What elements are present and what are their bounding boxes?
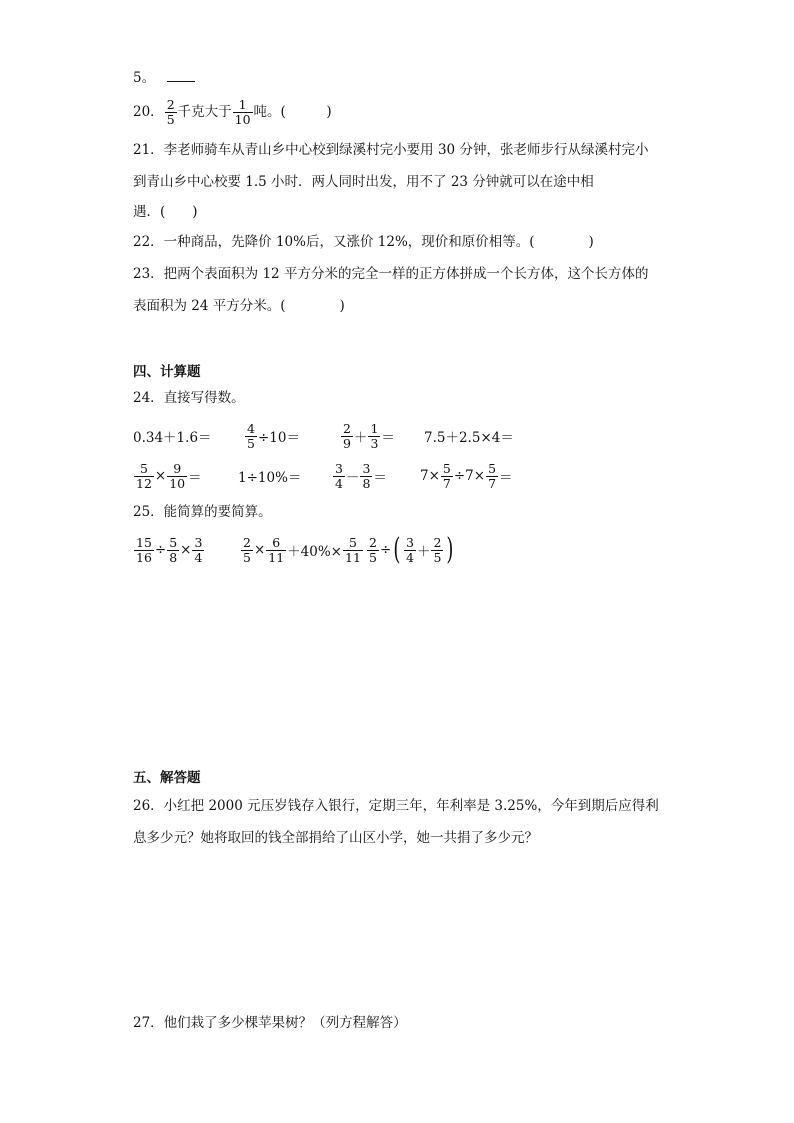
fraction: $\frac{6}{11}$ — [268, 534, 285, 565]
section-4-heading: 四、计算题 — [133, 364, 201, 380]
fraction: $\frac{2}{5}$ — [433, 534, 442, 565]
fraction: $\frac{3}{8}$ — [362, 460, 371, 491]
question-26-line1: 26．小红把 2000 元压岁钱存入银行，定期三年，年利率是 3.25%，今年到期后应得利 — [133, 798, 659, 814]
q25-expr-2: $\frac{2}{5}$ × $\frac{6}{11}$ ＋40%× $\frac{5}{11}$ — [243, 534, 361, 565]
q20-number: 20． — [133, 104, 164, 120]
q20-answer-paren[interactable]: 吨。( ) — [253, 104, 332, 120]
fraction: $\frac{5}{12}$ — [136, 460, 152, 491]
question-27: 27．他们栽了多少棵苹果树？（列方程解答） — [133, 1015, 407, 1031]
fraction: $\frac{3}{4}$ — [335, 460, 343, 491]
question-25-title: 25．能简算的要简算。 — [133, 504, 272, 520]
fraction: $\frac{2}{9}$ — [343, 420, 351, 451]
q24-expr-2: $\frac{4}{5}$ ÷10＝ — [247, 420, 300, 451]
q24-expr-3: $\frac{2}{9}$ ＋ $\frac{1}{3}$ ＝ — [343, 420, 395, 451]
q19-tail — [133, 68, 195, 88]
q24-expr-8: 7× $\frac{5}{7}$ ÷7× $\frac{5}{7}$ ＝ — [420, 460, 513, 491]
right-paren: ) — [446, 532, 454, 567]
fraction: $\frac{3}{4}$ — [405, 534, 414, 565]
fraction: $\frac{5}{7}$ — [442, 460, 451, 491]
left-paren: ( — [393, 532, 401, 567]
question-21-line3[interactable]: 遇．( ) — [133, 204, 198, 220]
fraction: $\frac{9}{10}$ — [169, 460, 186, 491]
answer-blank[interactable] — [167, 69, 195, 82]
q24-expr-1: 0.34＋1.6＝ — [133, 430, 212, 446]
fraction: $\frac{2}{5}$ — [243, 534, 251, 565]
fraction: $\frac{5}{11}$ — [345, 534, 361, 565]
question-20 — [133, 94, 332, 130]
q24-expr-5: $\frac{5}{12}$ × $\frac{9}{10}$ ＝ — [136, 460, 202, 491]
fraction: $\frac{1}{3}$ — [370, 420, 379, 451]
fraction: $\frac{3}{4}$ — [194, 534, 203, 565]
q20-text: 千克大于 — [177, 104, 232, 120]
fraction: $\frac{2}{5}$ — [369, 534, 377, 565]
fraction: $\frac{2}{5}$ — [166, 96, 175, 127]
section-5-heading: 五、解答题 — [133, 770, 201, 786]
q24-expr-4: 7.5＋2.5×4＝ — [424, 430, 514, 446]
question-22[interactable]: 22．一种商品，先降价 10%后，又涨价 12%，现价和原价相等。( ) — [133, 234, 594, 250]
q25-expr-3: $\frac{2}{5}$ ÷ ( $\frac{3}{4}$ ＋ $\frac{2}{5}$ ) — [369, 532, 454, 567]
question-23-line1: 23．把两个表面积为 12 平方分米的完全一样的正方体拼成一个长方体，这个长方体的 — [133, 266, 649, 282]
fraction: $\frac{5}{8}$ — [169, 534, 178, 565]
fraction: $\frac{4}{5}$ — [247, 420, 255, 451]
q19-text: 5。 — [133, 70, 156, 86]
question-21-line2: 到青山乡中心校要 1.5 小时．两人同时出发，用不了 23 分钟就可以在途中相 — [133, 174, 594, 190]
fraction: $\frac{15}{16}$ — [136, 534, 152, 565]
question-23-line2[interactable]: 表面积为 24 平方分米。( ) — [133, 298, 345, 314]
fraction: $\frac{1}{10}$ — [234, 96, 251, 127]
q24-expr-7: $\frac{3}{4}$ － $\frac{3}{8}$ ＝ — [335, 460, 387, 491]
question-24-title: 24．直接写得数。 — [133, 390, 245, 406]
q25-expr-1: $\frac{15}{16}$ ÷ $\frac{5}{8}$ × $\frac{3}{4}$ — [136, 534, 203, 565]
question-21-line1: 21．李老师骑车从青山乡中心校到绿溪村完小要用 30 分钟，张老师步行从绿溪村完小 — [133, 142, 649, 158]
question-26-line2: 息多少元？她将取回的钱全部捐给了山区小学，她一共捐了多少元？ — [133, 830, 538, 846]
fraction: $\frac{5}{7}$ — [488, 460, 497, 491]
q24-expr-6: 1÷10%＝ — [238, 470, 302, 486]
